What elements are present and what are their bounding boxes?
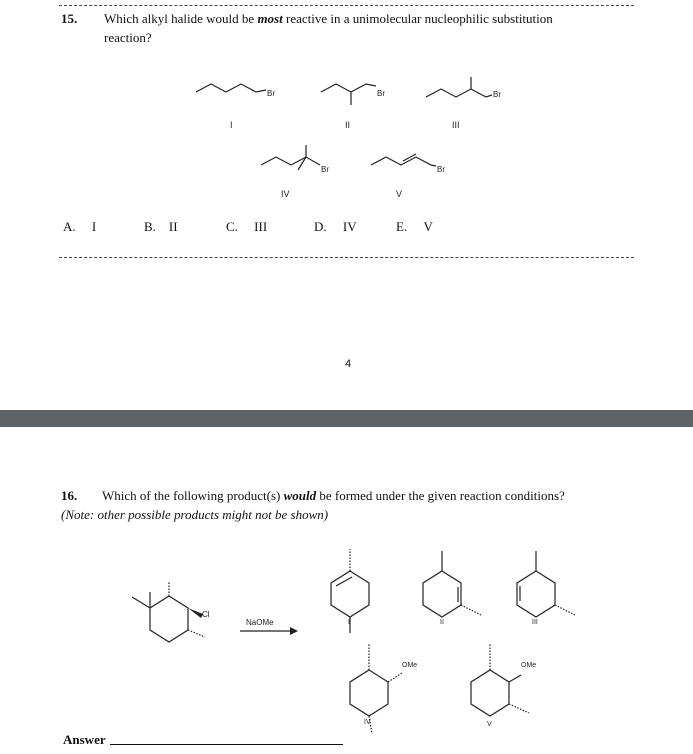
product-IV-ring	[350, 670, 388, 716]
reaction-arrow-head	[290, 627, 298, 635]
label-III: III	[452, 120, 460, 130]
reactant-cl: Cl	[202, 610, 210, 619]
product-IV-ome: OMe	[402, 662, 418, 669]
reactant-ring	[150, 596, 188, 642]
page-number: 4	[345, 358, 352, 370]
reactant-isopropyl-a	[132, 597, 150, 608]
product-V-ome: OMe	[521, 662, 537, 669]
label-IV: IV	[281, 189, 290, 199]
product-IV-ome-bond	[388, 673, 402, 682]
product-III-methyl	[555, 605, 575, 615]
page-gap	[0, 410, 693, 427]
q15-prompt-line2: reaction?	[104, 30, 152, 45]
product-V-methyl	[509, 704, 529, 713]
structure-III-br: Br	[493, 90, 501, 99]
q16-number: 16.	[61, 488, 78, 503]
q16-prompt: Which of the following product(s) would be formed under the given reaction conditions?	[102, 488, 565, 503]
separator-bottom	[59, 257, 634, 258]
structure-II-skeleton	[321, 84, 376, 92]
product-V-ring	[471, 670, 509, 716]
choice-d[interactable]: D. IV	[314, 219, 357, 234]
product-label-III: III	[532, 619, 538, 626]
product-label-II: II	[440, 619, 444, 626]
product-label-V: V	[487, 721, 492, 728]
product-II-ring	[423, 571, 461, 617]
q16-note: (Note: other possible products might not be shown)	[61, 507, 329, 522]
structure-IV-br: Br	[321, 165, 329, 174]
q15-number: 15.	[61, 11, 78, 26]
structure-I-br: Br	[267, 89, 275, 98]
structure-V-br: Br	[437, 165, 445, 174]
structure-I-skeleton	[196, 84, 266, 92]
product-II-methyl	[461, 605, 481, 615]
structure-II-br: Br	[377, 89, 385, 98]
product-III-ring	[517, 571, 555, 617]
structure-IV-skeleton	[261, 157, 320, 165]
product-label-IV: IV	[364, 719, 371, 726]
choice-b[interactable]: B. II	[144, 219, 178, 234]
q16-scheme	[0, 427, 693, 754]
reagent-label: NaOMe	[246, 618, 274, 627]
q15-prompt: Which alkyl halide would be most reactive in a unimolecular nucleophilic substitution	[104, 11, 553, 26]
choice-a[interactable]: A. I	[63, 219, 97, 234]
label-V: V	[396, 189, 403, 199]
product-label-I: I	[348, 619, 350, 626]
structure-III-skeleton	[426, 89, 492, 97]
exam-page-5	[0, 427, 693, 754]
label-I: I	[230, 120, 233, 130]
structure-V-skeleton	[371, 157, 436, 166]
choice-c[interactable]: C. III	[226, 219, 268, 234]
reactant-methyl	[188, 630, 205, 637]
product-V-ome-bond	[509, 675, 521, 682]
answer-line[interactable]	[110, 744, 343, 745]
choice-e[interactable]: E. V	[396, 219, 433, 234]
answer-label: Answer	[63, 732, 106, 747]
label-II: II	[345, 120, 351, 130]
reactant-cl-wedge	[188, 608, 203, 618]
